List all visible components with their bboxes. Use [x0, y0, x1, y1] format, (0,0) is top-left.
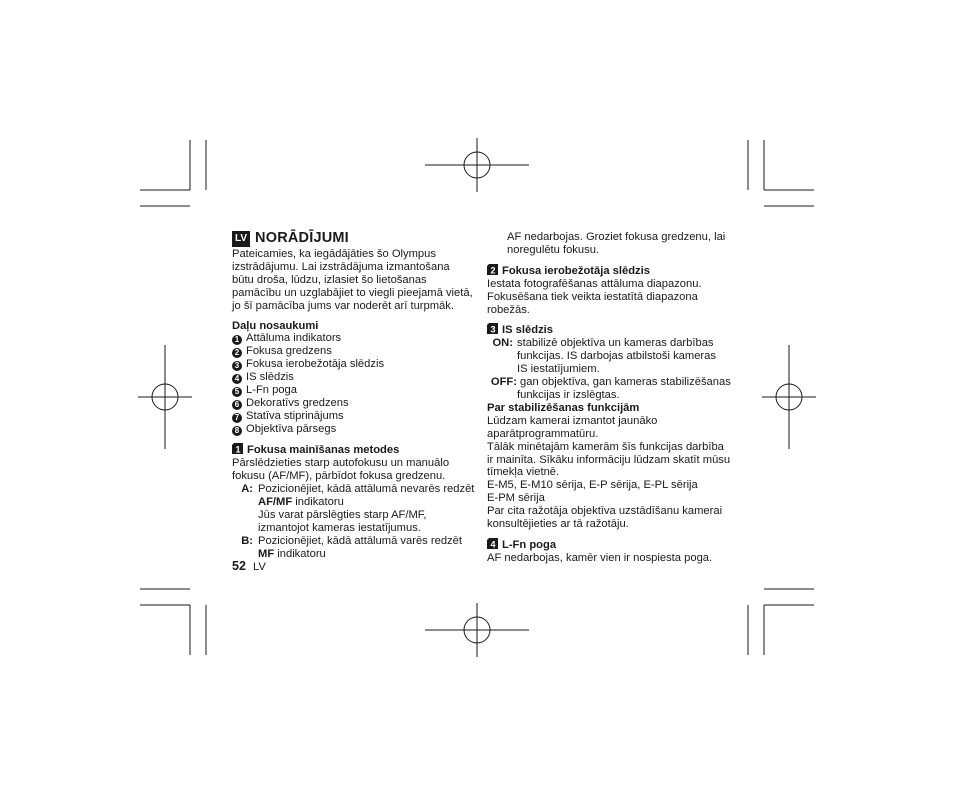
number-badge-icon: 4 [232, 374, 242, 384]
option-on: ON: stabilizē objektīva un kameras darbības funkcijas. IS darbojas atbilstoši kameras IS iestatījumiem. [492, 337, 716, 376]
manual-section-3-icon [487, 323, 498, 334]
body-line: noregulētu fokusu. [507, 243, 600, 256]
intro-line: būtu droša, lūdzu, izlasiet šo lietošanas [232, 273, 427, 286]
section-heading: 2 Fokusa ierobežotāja slēdzis [487, 264, 737, 278]
part-item: 3 Fokusa ierobežotāja slēdzis [232, 358, 482, 371]
language-badge: LV [232, 231, 250, 247]
part-item: 5 L-Fn poga [232, 384, 482, 397]
svg-text:1: 1 [235, 444, 241, 455]
svg-text:2: 2 [490, 265, 496, 275]
page-number: 52 [232, 559, 246, 573]
section-heading: 4 L-Fn poga [487, 538, 737, 552]
number-badge-icon: 3 [232, 361, 242, 371]
body-line: Iestata fotografēšanas attāluma diapazonu. [487, 277, 702, 290]
body-line: AF nedarbojas. Groziet fokusa gredzenu, lai [507, 231, 726, 243]
body-line: tīmekļa vietnē. [487, 466, 560, 479]
intro-line: jo šī pamācība jums var noderēt arī turpmāk. [232, 299, 454, 312]
left-column [232, 230, 482, 561]
manual-section-2-icon [487, 264, 498, 275]
body-line: E-PM sērija [487, 492, 545, 505]
body-line: Par cita ražotāja objektīva uzstādīšanu kamerai [487, 505, 723, 518]
body-line: konsultējieties ar tā ražotāju. [487, 518, 629, 531]
number-badge-icon: 7 [232, 413, 242, 423]
body-line: Pārslēdzieties starp autofokusu un manuālo [232, 457, 450, 470]
body-line: Lūdzam kamerai izmantot jaunāko [487, 414, 658, 427]
footer-language: LV [253, 561, 266, 573]
body-line: Fokusēšana tiek veikta iestatītā diapazona [487, 290, 698, 303]
intro-line: pamācību un uzglabājiet to viegli pieejamā vietā, [232, 286, 473, 299]
intro-line: Pateicamies, ka iegādājāties šo Olympus [232, 248, 436, 260]
part-item: 2 Fokusa gredzens [232, 345, 482, 358]
number-badge-icon: 5 [232, 387, 242, 397]
number-badge-icon: 8 [232, 426, 242, 436]
intro-line: izstrādājumu. Lai izstrādājuma izmantošana [232, 260, 450, 273]
body-line: AF nedarbojas, kamēr vien ir nospiesta poga. [487, 551, 713, 564]
svg-text:4: 4 [490, 539, 496, 549]
manual-section-4-icon [487, 538, 498, 549]
page-footer [232, 559, 266, 573]
svg-text:3: 3 [490, 324, 496, 335]
manual-section-1-icon [232, 443, 243, 454]
part-item: 8 Objektīva pārsegs [232, 423, 482, 436]
section-heading: 3 IS slēdzis [487, 323, 737, 337]
option-a: A: Pozicionējiet, kādā attālumā nevarēs redzēt AF/MF indikatoru Jūs varat pārslēgties starp AF/MF, izmantojot kameras iestatījumus. [241, 483, 475, 534]
body-line: Tālāk minētajām kamerām šīs funkcijas darbība [487, 440, 724, 453]
number-badge-icon: 2 [232, 348, 242, 358]
body-line: E-M5, E-M10 sērija, E-P sērija, E-PL sērija [487, 479, 698, 492]
body-line: fokusu (AF/MF), pārbīdot fokusa gredzenu. [232, 470, 446, 483]
right-column [487, 231, 737, 565]
body-line: ir mainīta. Sīkāku informāciju lūdzam skatīt mūsu [487, 453, 731, 466]
part-item: 1 Attāluma indikators [232, 332, 482, 345]
body-line: aparātprogrammatūru. [487, 427, 599, 440]
parts-heading: Daļu nosaukumi [232, 319, 319, 332]
option-off: OFF: gan objektīva, gan kameras stabilizēšanas funkcijas ir izslēgtas. [490, 376, 731, 401]
title-row [232, 230, 482, 247]
option-b: B: Pozicionējiet, kādā attālumā varēs redzēt MF indikatoru [241, 534, 462, 560]
number-badge-icon: 1 [232, 335, 242, 345]
body-line: robežās. [487, 303, 530, 316]
part-item: 4 IS slēdzis [232, 371, 482, 384]
part-item: 6 Dekoratīvs gredzens [232, 397, 482, 410]
page-title: NORĀDĪJUMI [255, 230, 349, 247]
subsection-heading: Par stabilizēšanas funkcijām [487, 401, 640, 414]
number-badge-icon: 6 [232, 400, 242, 410]
section-heading: 1 Fokusa mainīšanas metodes [232, 443, 482, 457]
part-item: 7 Statīva stiprinājums [232, 410, 482, 423]
